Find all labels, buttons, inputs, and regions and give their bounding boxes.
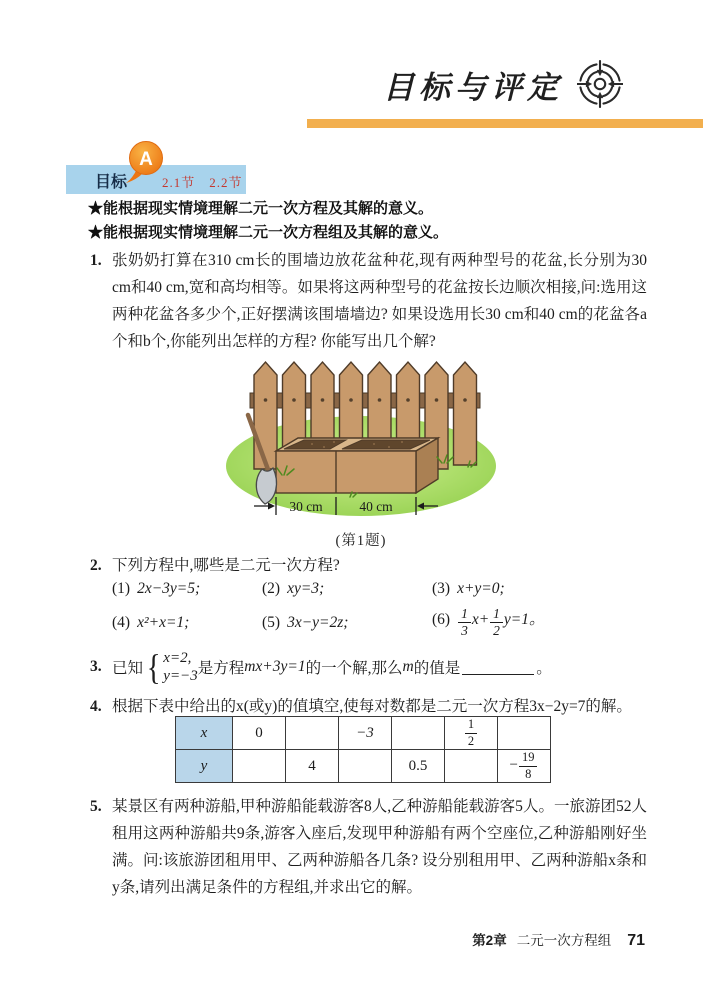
equation-formula: 3x−y=2z; — [287, 613, 349, 631]
objectives-list — [88, 197, 448, 245]
equation-label: (5) — [262, 613, 281, 631]
problem-number: 3. — [90, 658, 102, 675]
problem-text: 的值是 — [413, 660, 461, 677]
chapter-title: 二元一次方程组 — [516, 933, 612, 948]
problem-5 — [90, 793, 647, 901]
objective-item: ★能根据现实情境理解二元一次方程组及其解的意义。 — [88, 224, 449, 241]
problem-2 — [90, 552, 647, 579]
fraction: $\frac{19}{8}$ — [519, 751, 538, 780]
equation-item — [432, 580, 648, 598]
problem-number: 4. — [90, 698, 102, 715]
fraction: $\frac{1}{3}$ — [458, 607, 471, 638]
problem-text: 。 — [536, 660, 552, 677]
table-cell — [445, 750, 498, 783]
badge-letter: A — [139, 149, 153, 170]
fraction: $\frac{1}{2}$ — [465, 718, 477, 747]
problem-text: 张奶奶打算在310 cm长的围墙边放花盆种花,现有两种型号的花盆,长分别为30 cm和40 cm,宽和高均相等。如果将这两种型号的花盆按长边顺次相接,问:选用这两种花盆各多少个,正好摆满该围墙墙边? 如果设选用长30 cm和40 cm的花盆各a个和b个,你能列出怎样的方程? 你能写出几个解? — [112, 252, 647, 350]
table-cell: 0 — [233, 717, 286, 750]
table-cell — [286, 717, 339, 750]
equation-label: (1) — [112, 580, 131, 597]
equation-label: (2) — [262, 580, 281, 597]
equation-item — [262, 580, 432, 598]
table-cell — [498, 717, 551, 750]
section-references: 2.1节 2.2节 — [162, 175, 243, 190]
table-cell: 4 — [286, 750, 339, 783]
equation-label: (6) — [432, 611, 451, 628]
problem-text: 根据下表中给出的x(或y)的值填空,使每对数都是二元一次方程3x−2y=7的解。 — [112, 698, 632, 715]
equation-label: (4) — [112, 613, 131, 631]
table-cell — [233, 750, 286, 783]
equation-formula: $\frac{1}{3}$ x+ $\frac{1}{2}$ y=1。 — [457, 611, 544, 628]
table-row-y — [176, 750, 551, 783]
equation-formula: x+y=0; — [457, 580, 505, 597]
target-icon — [577, 60, 623, 108]
problem-number: 1. — [90, 252, 102, 269]
equation-formula: x²+x=1; — [137, 613, 190, 631]
page-header — [383, 60, 623, 108]
table-cell — [445, 717, 498, 750]
objective-item: ★能根据现实情境理解二元一次方程及其解的意义。 — [88, 200, 434, 217]
table-cell — [339, 750, 392, 783]
problem-number: 2. — [90, 557, 102, 574]
row-header-y: y — [176, 750, 233, 783]
variable-m: m — [402, 658, 414, 675]
equation-item — [432, 607, 648, 639]
dim-label-40cm: 40 cm — [359, 499, 393, 514]
equation-item — [262, 614, 432, 632]
fraction: $\frac{1}{2}$ — [490, 607, 503, 638]
page-title: 目标与评定 — [383, 69, 563, 105]
problem-number: 5. — [90, 798, 102, 815]
goal-bar — [66, 149, 246, 194]
row-header-x: x — [176, 717, 233, 750]
equation-formula: mx+3y=1 — [244, 658, 306, 675]
problem-text: 下列方程中,哪些是二元一次方程? — [112, 557, 340, 574]
problem-1-figure — [224, 357, 498, 550]
planter-boxes — [276, 438, 438, 493]
page-footer — [472, 929, 645, 950]
table-cell: 0.5 — [392, 750, 445, 783]
problem-text: 是方程 — [197, 660, 245, 677]
equation-item — [112, 614, 262, 632]
equation-system: x=2, y=−3 — [163, 650, 198, 684]
header-accent-bar — [307, 119, 703, 128]
problem-3 — [90, 645, 552, 689]
table-row-x — [176, 717, 551, 750]
table-cell — [392, 717, 445, 750]
page-number: 71 — [627, 932, 645, 949]
grade-a-badge — [124, 139, 168, 185]
equation-formula: 2x−3y=5; — [137, 580, 201, 597]
fence-planter-illustration — [224, 357, 498, 519]
problem-text: 已知 — [112, 660, 144, 677]
problem-1 — [90, 247, 647, 355]
goal-label: 目标 — [95, 174, 128, 191]
problem-text: 某景区有两种游船,甲种游船能载游客8人,乙种游船能载游客5人。一旅游团52人租用这两种游船共9条,游客入座后,发现甲种游船有两个空座位,乙种游船刚好坐满。问:该旅游团租用甲、乙两种游船各几条? 设分别租用甲、乙两种游船x条和y条,请列出满足条件的方程组,并求出它的解。 — [112, 798, 647, 896]
value-table — [175, 716, 551, 783]
equation-item — [112, 580, 262, 598]
answer-blank — [462, 660, 534, 675]
problem-text: 的一个解,那么 — [305, 660, 403, 677]
table-cell: −3 — [339, 717, 392, 750]
equation-label: (3) — [432, 580, 451, 597]
figure-caption: (第1题) — [335, 533, 387, 549]
table-cell: − $\frac{19}{8}$ — [498, 750, 551, 783]
dim-label-30cm: 30 cm — [289, 499, 323, 514]
problem-2-equations — [112, 580, 648, 639]
equation-formula: xy=3; — [287, 580, 325, 597]
chapter-number: 第2章 — [472, 933, 507, 948]
system-brace: { — [146, 647, 161, 687]
